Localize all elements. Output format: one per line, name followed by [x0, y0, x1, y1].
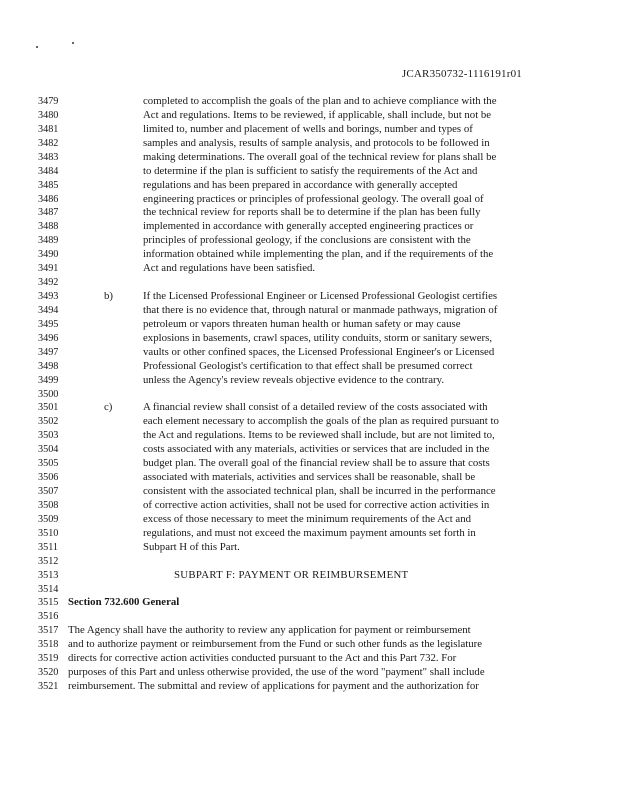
- document-line: [0, 179, 618, 192]
- line-number: 3486: [38, 193, 59, 205]
- line-number: 3511: [38, 541, 58, 553]
- line-number: 3510: [38, 527, 59, 539]
- document-line: [0, 360, 618, 373]
- line-number: 3497: [38, 346, 59, 358]
- document-line: [0, 304, 618, 317]
- line-number: 3496: [38, 332, 59, 344]
- line-number: 3482: [38, 137, 59, 149]
- line-text: samples and analysis, results of sample analysis, and protocols to be followed in: [143, 136, 490, 149]
- line-number: 3504: [38, 444, 59, 456]
- document-line: [0, 151, 618, 164]
- line-number: 3513: [38, 569, 59, 581]
- line-number: 3481: [38, 123, 59, 135]
- document-line: [0, 276, 618, 289]
- line-number: 3507: [38, 486, 59, 498]
- document-line: [0, 109, 618, 122]
- line-number: 3479: [38, 96, 59, 107]
- document-line: [0, 485, 618, 498]
- line-number: 3490: [38, 249, 59, 261]
- line-number: 3480: [38, 109, 59, 121]
- line-number: 3491: [38, 263, 59, 275]
- line-text: each element necessary to accomplish the goals of the plan as required pursuant to: [143, 415, 499, 428]
- document-line: [0, 234, 618, 247]
- line-text: regulations, and must not exceed the maximum payment amounts set forth in: [143, 526, 476, 539]
- document-line: [0, 541, 618, 554]
- line-text: excess of those necessary to meet the minimum requirements of the Act and: [143, 512, 472, 525]
- document-line: [0, 206, 618, 219]
- line-number: 3501: [38, 402, 59, 414]
- line-text: information obtained while implementing the plan, and if the requirements of the: [143, 248, 494, 261]
- document-line: [0, 610, 618, 623]
- document-line: [0, 555, 618, 568]
- line-text: Subpart H of this Part.: [143, 540, 240, 553]
- line-text: reimbursement. The submittal and review of applications for payment and the authorization for: [68, 680, 479, 693]
- document-line: [0, 346, 618, 359]
- line-text: consistent with the associated technical plan, shall be incurred in the performance: [143, 485, 496, 498]
- line-text: of corrective action activities, shall not be used for corrective action activities in: [143, 498, 490, 511]
- line-text: directs for corrective action activities conducted pursuant to the Act and this Part 732. For: [68, 652, 457, 665]
- line-number: 3498: [38, 360, 59, 372]
- line-number: 3514: [38, 583, 59, 595]
- line-text: principles of professional geology, if the conclusions are consistent with the: [143, 234, 471, 247]
- line-number: 3521: [38, 681, 59, 693]
- document-line: [0, 443, 618, 456]
- line-text: making determinations. The overall goal of the technical review for plans shall be: [143, 150, 497, 163]
- line-number: 3517: [38, 625, 59, 637]
- document-line: [0, 429, 618, 442]
- line-text: Act and regulations. Items to be reviewed, if applicable, shall include, but not be: [143, 108, 492, 121]
- line-number: 3483: [38, 151, 59, 163]
- subsection-label: c): [104, 401, 113, 414]
- document-line: [0, 471, 618, 484]
- line-text: costs associated with any materials, activities or services that are included in the: [143, 443, 490, 456]
- line-number: 3520: [38, 667, 59, 679]
- document-line: [0, 332, 618, 345]
- line-number: 3494: [38, 304, 59, 316]
- document-line: [0, 652, 618, 665]
- document-line: [0, 457, 618, 470]
- line-text: engineering practices or principles of professional geology. The overall goal of: [143, 192, 484, 205]
- line-text: A financial review shall consist of a detailed review of the costs associated with: [143, 401, 488, 414]
- document-line: [0, 95, 618, 108]
- line-number: 3485: [38, 179, 59, 191]
- line-number: 3487: [38, 207, 59, 219]
- line-number: 3515: [38, 597, 59, 609]
- line-text: Professional Geologist's certification to that effect shall be presumed correct: [143, 359, 473, 372]
- document-header-id: JCAR350732-1116191r01: [401, 68, 522, 80]
- document-line: [0, 193, 618, 206]
- line-number: 3508: [38, 499, 59, 511]
- line-number: 3502: [38, 416, 59, 428]
- line-number: 3492: [38, 277, 59, 289]
- document-line: [0, 596, 618, 609]
- line-text: budget plan. The overall goal of the financial review shall be to assure that costs: [143, 457, 490, 470]
- line-number: 3489: [38, 235, 59, 247]
- document-line: [0, 262, 618, 275]
- line-number: 3516: [38, 611, 59, 623]
- line-text: purposes of this Part and unless otherwise provided, the use of the word "payment" shall include: [68, 666, 485, 679]
- line-number: 3505: [38, 458, 59, 470]
- document-line: [0, 666, 618, 679]
- line-text: the Act and regulations. Items to be reviewed shall include, but are not limited to,: [143, 429, 495, 442]
- line-text: associated with materials, activities and services shall be reasonable, shall be: [143, 471, 476, 484]
- document-line: [0, 220, 618, 233]
- line-number: 3488: [38, 221, 59, 233]
- document-line: [0, 583, 618, 596]
- line-text: If the Licensed Professional Engineer or Licensed Professional Geologist certifies: [143, 290, 498, 303]
- line-text: and to authorize payment or reimbursement from the Fund or such other funds as the legislature: [68, 638, 483, 651]
- line-number: 3495: [38, 318, 59, 330]
- document-line: [0, 123, 618, 136]
- line-text: the technical review for reports shall be to determine if the plan has been fully: [143, 206, 481, 219]
- line-text: Act and regulations have been satisfied.: [143, 262, 316, 275]
- line-number: 3506: [38, 472, 59, 484]
- document-line: [0, 569, 618, 582]
- document-line: [0, 624, 618, 637]
- document-line: [0, 638, 618, 651]
- document-line: [0, 401, 618, 414]
- line-text: limited to, number and placement of wells and borings, number and types of: [143, 122, 473, 135]
- document-line: [0, 137, 618, 150]
- document-line: [0, 290, 618, 303]
- document-line: [0, 499, 618, 512]
- subpart-heading: SUBPART F: PAYMENT OR REIMBURSEMENT: [174, 568, 409, 581]
- line-text: implemented in accordance with generally accepted engineering practices or: [143, 220, 474, 233]
- document-line: [0, 388, 618, 401]
- line-number: 3499: [38, 374, 59, 386]
- document-line: [0, 248, 618, 261]
- line-text: petroleum or vapors threaten human health or human safety or may cause: [143, 317, 461, 330]
- document-line: [0, 165, 618, 178]
- line-number: 3518: [38, 639, 59, 651]
- line-text: explosions in basements, crawl spaces, utility conduits, storm or sanitary sewers,: [143, 331, 493, 344]
- document-line: [0, 415, 618, 428]
- line-number: 3512: [38, 555, 59, 567]
- line-number: 3484: [38, 165, 59, 177]
- line-text: unless the Agency's review reveals objective evidence to the contrary.: [143, 373, 445, 386]
- line-number: 3509: [38, 513, 59, 525]
- line-number: 3503: [38, 430, 59, 442]
- document-line: [0, 318, 618, 331]
- document-line: [0, 527, 618, 540]
- section-heading: Section 732.600 General: [68, 596, 180, 609]
- line-number: 3493: [38, 291, 59, 303]
- subsection-label: b): [104, 290, 113, 303]
- document-line: [0, 513, 618, 526]
- line-text: to determine if the plan is sufficient to satisfy the requirements of the Act and: [143, 164, 478, 177]
- line-text: completed to accomplish the goals of the plan and to achieve compliance with the: [143, 95, 497, 107]
- document-line: [0, 374, 618, 387]
- line-text: that there is no evidence that, through natural or manmade pathways, migration of: [143, 303, 498, 316]
- line-number: 3519: [38, 653, 59, 665]
- line-text: The Agency shall have the authority to review any application for payment or reimbursement: [68, 624, 471, 637]
- document-line: [0, 680, 618, 693]
- line-number: 3500: [38, 388, 59, 400]
- line-text: vaults or other confined spaces, the Licensed Professional Engineer's or Licensed: [143, 345, 495, 358]
- line-text: regulations and has been prepared in accordance with generally accepted: [143, 178, 458, 191]
- scan-specks: [34, 40, 94, 50]
